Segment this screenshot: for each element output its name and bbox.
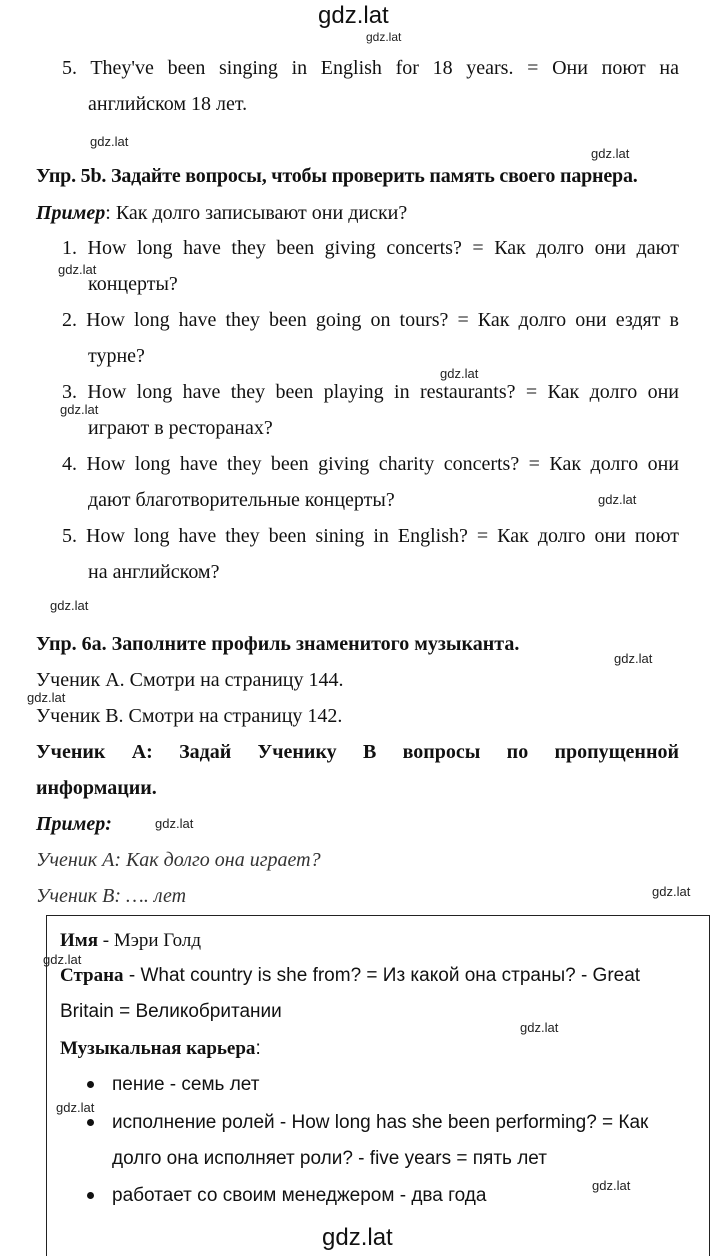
list-item: 2. How long have they been going on tours? = Как долго они ездят в	[62, 309, 679, 331]
answer-line: английском 18 лет.	[88, 93, 248, 115]
profile-country	[60, 964, 640, 988]
list-item: 5. How long have they been sining in English? = Как долго они поют	[62, 525, 679, 547]
watermark[interactable]: gdz.lat	[43, 952, 82, 967]
bullet-dot	[87, 1119, 94, 1126]
watermark[interactable]: gdz.lat	[56, 1100, 95, 1115]
watermark[interactable]: gdz.lat	[90, 134, 129, 149]
example-label: Пример	[36, 202, 106, 224]
watermark[interactable]: gdz.lat	[520, 1020, 559, 1035]
watermark[interactable]: gdz.lat	[58, 262, 97, 277]
watermark[interactable]: gdz.lat	[614, 651, 653, 666]
list-item: дают благотворительные концерты?	[88, 489, 395, 511]
profile-name	[60, 929, 201, 953]
list-item: 4. How long have they been giving charity concerts? = Как долго они	[62, 453, 679, 475]
career-colon: :	[255, 1038, 261, 1059]
watermark[interactable]: gdz.lat	[591, 146, 630, 161]
list-item: на английском?	[88, 561, 220, 583]
name-value: - Мэри Голд	[98, 930, 202, 951]
student-b-line: Ученик В. Смотри на страницу 142.	[36, 705, 343, 727]
watermark[interactable]: gdz.lat	[155, 816, 194, 831]
career-item-cont: долго она исполняет роли? - five years = пять лет	[112, 1148, 547, 1169]
bullet-dot	[87, 1081, 94, 1088]
profile-country-cont: Britain = Великобритании	[60, 1001, 282, 1022]
career-item: исполнение ролей - How long has she been performing? = Как	[112, 1112, 649, 1133]
watermark-bottom[interactable]: gdz.lat	[322, 1224, 393, 1251]
bullet-dot	[87, 1192, 94, 1199]
watermark[interactable]: gdz.lat	[598, 492, 637, 507]
answer-line: 5. They've been singing in English for 18 years. = Они поют на	[62, 57, 679, 79]
watermark[interactable]: gdz.lat	[440, 366, 479, 381]
list-item: концерты?	[88, 273, 178, 295]
list-item: играют в ресторанах?	[88, 417, 273, 439]
watermark[interactable]: gdz.lat	[366, 30, 402, 44]
watermark[interactable]: gdz.lat	[50, 598, 89, 613]
list-item: 1. How long have they been giving concerts? = Как долго они дают	[62, 237, 679, 259]
list-item: турне?	[88, 345, 145, 367]
list-item: 3. How long have they been playing in restaurants? = Как долго они	[62, 381, 679, 403]
example-label: Пример:	[36, 813, 112, 835]
watermark[interactable]: gdz.lat	[27, 690, 66, 705]
watermark-top[interactable]: gdz.lat	[318, 2, 389, 29]
task-line: информации.	[36, 777, 157, 799]
watermark[interactable]: gdz.lat	[592, 1178, 631, 1193]
student-a-line: Ученик А. Смотри на страницу 144.	[36, 669, 344, 691]
exercise-heading: Упр. 6а. Заполните профиль знаменитого музыканта.	[36, 633, 520, 655]
career-label: Музыкальная карьера	[60, 1038, 256, 1059]
country-value: - What country is she from? = Из какой она страны? - Great	[123, 965, 641, 986]
example-question: Ученик А: Как долго она играет?	[36, 849, 321, 871]
career-item: работает со своим менеджером - два года	[112, 1185, 487, 1206]
country-label: Страна	[60, 965, 124, 986]
example-line	[36, 201, 407, 225]
example-answer: Ученик В: …. лет	[36, 885, 187, 907]
watermark[interactable]: gdz.lat	[60, 402, 99, 417]
example-text: : Как долго записывают они диски?	[105, 202, 408, 224]
exercise-heading: Упр. 5b. Задайте вопросы, чтобы проверить память своего парнера.	[36, 165, 638, 187]
task-line: Ученик А: Задай Ученику В вопросы по пропущенной	[36, 741, 679, 763]
career-item: пение - семь лет	[112, 1074, 260, 1095]
watermark[interactable]: gdz.lat	[652, 884, 691, 899]
name-label: Имя	[60, 930, 98, 951]
career-heading	[60, 1037, 261, 1061]
